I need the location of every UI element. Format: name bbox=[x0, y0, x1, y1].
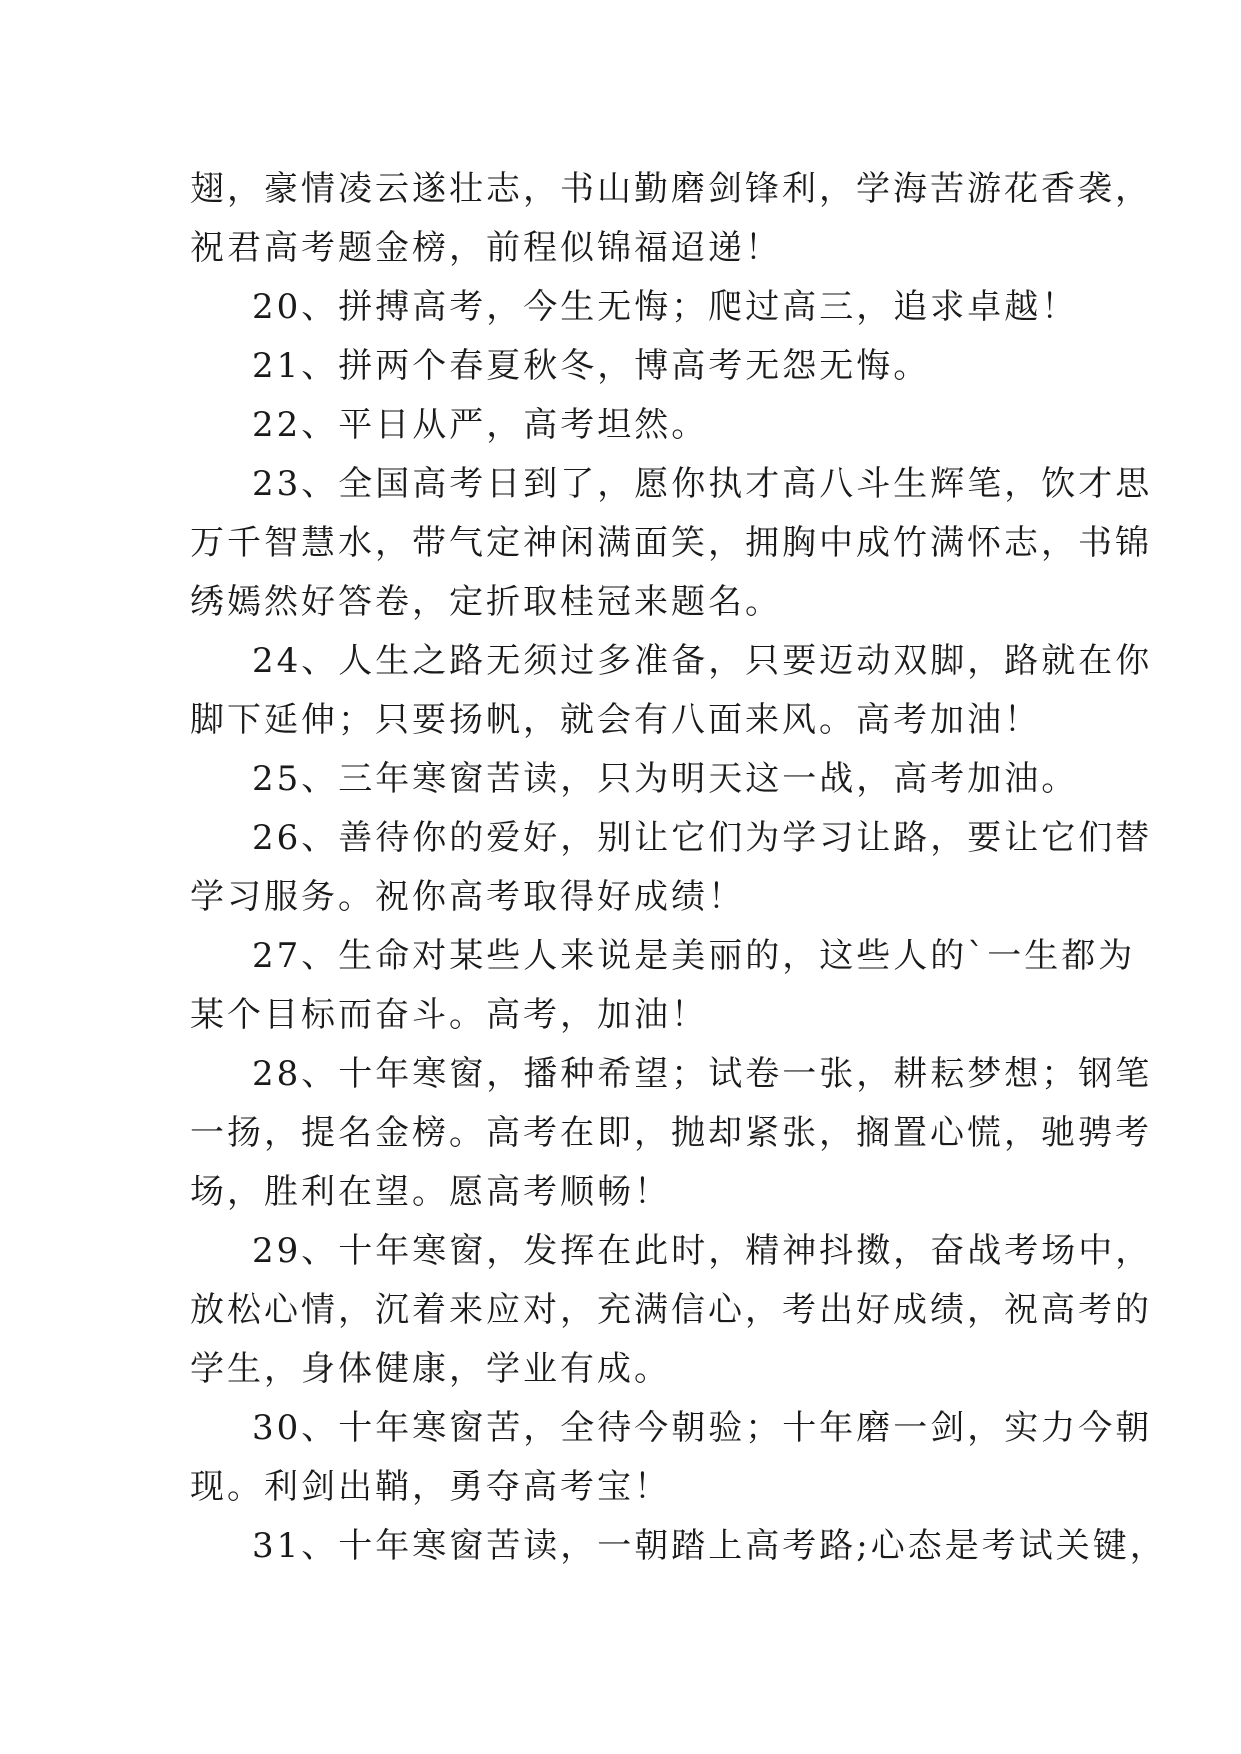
text-line: 翅，豪情凌云遂壮志，书山勤磨剑锋利，学海苦游花香袭， bbox=[190, 169, 1152, 209]
list-item-29: 29、十年寒窗，发挥在此时，精神抖擞，奋战考场中， bbox=[252, 1231, 1153, 1271]
list-item-28: 28、十年寒窗，播种希望；试卷一张，耕耘梦想；钢笔 bbox=[252, 1054, 1153, 1094]
list-item-22: 22、平日从严，高考坦然。 bbox=[252, 405, 709, 445]
text-line: 现。利剑出鞘，勇夺高考宝！ bbox=[190, 1467, 671, 1507]
text-line: 放松心情，沉着来应对，充满信心，考出好成绩，祝高考的 bbox=[190, 1290, 1152, 1330]
list-item-21: 21、拼两个春夏秋冬，博高考无怨无悔。 bbox=[252, 346, 931, 386]
text-line: 绣嫣然好答卷，定折取桂冠来题名。 bbox=[190, 582, 782, 622]
list-item-20: 20、拼搏高考，今生无悔；爬过高三，追求卓越！ bbox=[252, 287, 1079, 327]
text-line: 脚下延伸；只要扬帆，就会有八面来风。高考加油！ bbox=[190, 700, 1041, 740]
list-item-23: 23、全国高考日到了，愿你执才高八斗生辉笔，饮才思 bbox=[252, 464, 1153, 504]
list-item-25: 25、三年寒窗苦读，只为明天这一战，高考加油。 bbox=[252, 759, 1079, 799]
list-item-30: 30、十年寒窗苦，全待今朝验；十年磨一剑，实力今朝 bbox=[252, 1408, 1153, 1448]
text-line: 万千智慧水，带气定神闲满面笑，拥胸中成竹满怀志，书锦 bbox=[190, 523, 1152, 563]
document-body bbox=[190, 160, 1167, 1576]
text-line: 场，胜利在望。愿高考顺畅！ bbox=[190, 1172, 671, 1212]
text-line: 学生，身体健康，学业有成。 bbox=[190, 1349, 671, 1389]
list-item-31: 31、十年寒窗苦读，一朝踏上高考路;心态是考试关键， bbox=[252, 1526, 1167, 1566]
text-line: 学习服务。祝你高考取得好成绩！ bbox=[190, 877, 745, 917]
text-line: 某个目标而奋斗。高考，加油！ bbox=[190, 995, 708, 1035]
text-line: 一扬，提名金榜。高考在即，抛却紧张，搁置心慌，驰骋考 bbox=[190, 1113, 1152, 1153]
list-item-24: 24、人生之路无须过多准备，只要迈动双脚，路就在你 bbox=[252, 641, 1153, 681]
list-item-27: 27、生命对某些人来说是美丽的，这些人的`一生都为 bbox=[252, 936, 1136, 976]
text-line: 祝君高考题金榜，前程似锦福迢递！ bbox=[190, 228, 782, 268]
list-item-26: 26、善待你的爱好，别让它们为学习让路，要让它们替 bbox=[252, 818, 1153, 858]
